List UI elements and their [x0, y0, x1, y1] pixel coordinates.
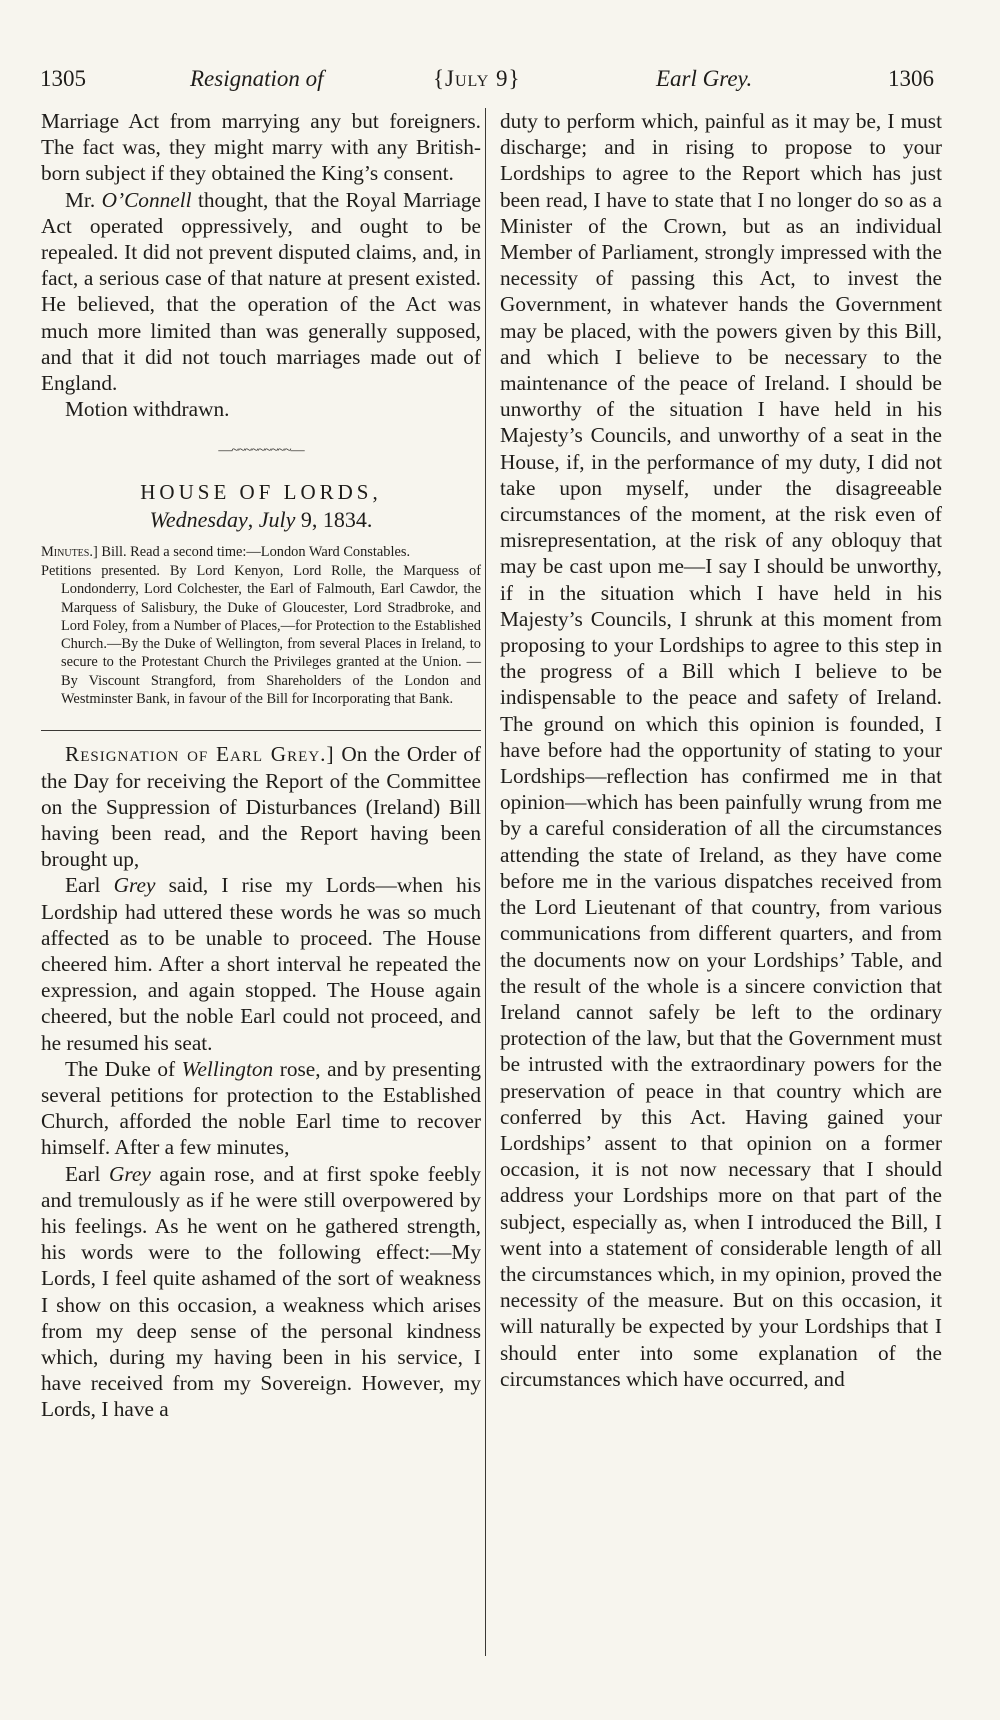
text-run: The Duke of — [65, 1056, 182, 1081]
month: July — [258, 506, 296, 532]
text-run: Mr. — [65, 187, 102, 212]
left-column — [41, 108, 481, 1423]
paragraph-grey-rise — [41, 872, 481, 1055]
session-date — [41, 507, 481, 533]
page-number-right: 1306 — [888, 66, 934, 91]
minutes-text: Bill. Read a second time:—London Ward Constables. — [97, 543, 411, 560]
running-title-left: Resignation of — [190, 66, 324, 91]
right-column — [500, 108, 942, 1392]
paragraph-motion-withdrawn: Motion withdrawn. — [65, 397, 230, 422]
minutes-rule — [41, 730, 481, 731]
day-year: 9, 1834. — [295, 506, 373, 532]
page-number-left: 1305 — [40, 66, 86, 91]
text-run: Earl — [65, 1161, 110, 1186]
column-divider — [485, 108, 486, 1656]
weekday: Wednesday — [149, 506, 248, 532]
speaker-name: Wellington — [181, 1056, 274, 1081]
house-heading: HOUSE OF LORDS, — [140, 479, 382, 504]
minutes-label: Minutes.] — [41, 543, 98, 560]
paragraph-grey-speech-continued: duty to perform which, painful as it may be, I must discharge; and in rising to propose to your Lordships to agree to the Report which has just been read, I have to state that I no longer do so as a Minister of the Crown, but as an individual Member of Parliament, strongly impressed with the necessity of passing this Act, to invest the Government, in whatever hands the Government may be placed, with the powers given by this Bill, and which I believe to be necessary to the maintenance of the peace of Ireland. I should be unworthy of the situation I have held in his Majesty’s Councils, and unworthy of a seat in the House, if, in the performance of my duty, I did not take upon myself, under the disagreeable circumstances of the moment, at the risk even of misrepresentation, at the risk of any obloquy that may be cast upon me—I say I should be unworthy, if in the situation which I have held in his Majesty’s Councils, I shrunk at this moment from proposing to your Lordships to agree to this step in the progress of a Bill which I believe to be indispensable to the peace and safety of Ireland. The ground on which this opinion is founded, I have before had the opportunity of stating to your Lordships—reflection has confirmed me in that opinion—which has been painfully wrung from me by a careful consideration of all the circumstances attending the state of Ireland, as they have come before me in the various dispatches received from the Lord Lieutenant of that country, from various communications from different quarters, and from the documents now on your Lordships’ Table, and the result of the whole is a sincere conviction that Ireland cannot safely be left to the ordinary protection of the law, but that the Government must be intrusted with the extraordinary powers for the preservation of peace in that country which are conferred by this Act. Having gained your Lordships’ assent to that opinion on a former occasion, it is not now necessary that I should address your Lordships more on that part of the subject, especially as, when I introduced the Bill, I went into a statement of considerable length of all the circumstances which, in my opinion, proved the necessity of the measure. But on this occasion, it will naturally be expected by your Lordships that I should enter into some explanation of the circumstances which have occurred, and — [500, 109, 942, 1391]
speaker-name: O’Connell — [101, 187, 192, 212]
running-header — [36, 66, 936, 102]
text-run: rose, and by presenting several petitions for protection to the Established Church, afforded the noble Earl time to recover himself. After a few minutes, — [41, 1056, 481, 1160]
separator: , — [247, 506, 259, 532]
minutes-bill — [41, 543, 481, 561]
speaker-name: Grey — [113, 873, 156, 898]
text-run: thought, that the Royal Marriage Act operated oppressively, and ought to be repealed. It did not prevent disputed claims, and, in fact, a serious case of that nature at present existed. He believed, that the operation of the Act was much more limited than was generally supposed, and that it did not touch marriages made out of England. — [41, 187, 481, 396]
minutes-petitions: Petitions presented. By Lord Kenyon, Lord Rolle, the Marquess of Londonderry, Lord Colchester, the Earl of Falmouth, Earl Cawdor, the Marquess of Salisbury, the Duke of Gloucester, Lord Stradbroke, and Lord Foley, from a Number of Places,—for Protection to the Established Church.—By the Duke of Wellington, from several Places in Ireland, to secure to the Protestant Church the Privileges granted at the Union. —By Viscount Strangford, from Shareholders of the London and Westminster Bank, in favour of the Bill for Incorporating that Bank. — [41, 562, 481, 708]
text-run: Earl — [65, 873, 114, 898]
paragraph-grey-speech — [41, 1161, 481, 1423]
running-title-right: Earl Grey. — [656, 66, 753, 91]
paragraph-resignation — [41, 741, 481, 872]
text-run: said, I rise my Lords—when his Lordship had uttered these words he was so much affected as to be unable to proceed. The House cheered him. After a short interval he repeated the expression, and again stopped. The House again cheered, but the noble Earl could not proceed, and he resumed his seat. — [41, 873, 481, 1055]
paragraph-marriage-act: Marriage Act from marrying any but foreigners. The fact was, they might marry with any British-born subject if they obtained the King’s consent. — [41, 109, 481, 186]
text-run: again rose, and at first spoke feebly and tremulously as if he were still overpowered by his feelings. As he went on he gathered strength, his words were to the following effect:—My Lords, I feel quite ashamed of the sort of weakness I show on this occasion, a weakness which arises from my deep sense of the personal kindness which, during my having been in his service, I have received from my Sovereign. However, my Lords, I have a — [41, 1161, 481, 1422]
paragraph-wellington — [41, 1056, 481, 1161]
speaker-name: Grey — [109, 1161, 151, 1186]
text-run: On the Order of the Day for receiving the Report of the Committee on the Suppression of Disturbances (Ireland) Bill having been read, and the Report having been brought up, — [41, 742, 481, 872]
running-date: {July 9} — [433, 66, 521, 91]
paragraph-oconnell — [41, 187, 481, 397]
resignation-heading: Resignation of Earl Grey.] — [65, 742, 335, 767]
section-rule: —~~~~~~~~~— — [218, 443, 304, 459]
minutes-block — [41, 543, 481, 709]
